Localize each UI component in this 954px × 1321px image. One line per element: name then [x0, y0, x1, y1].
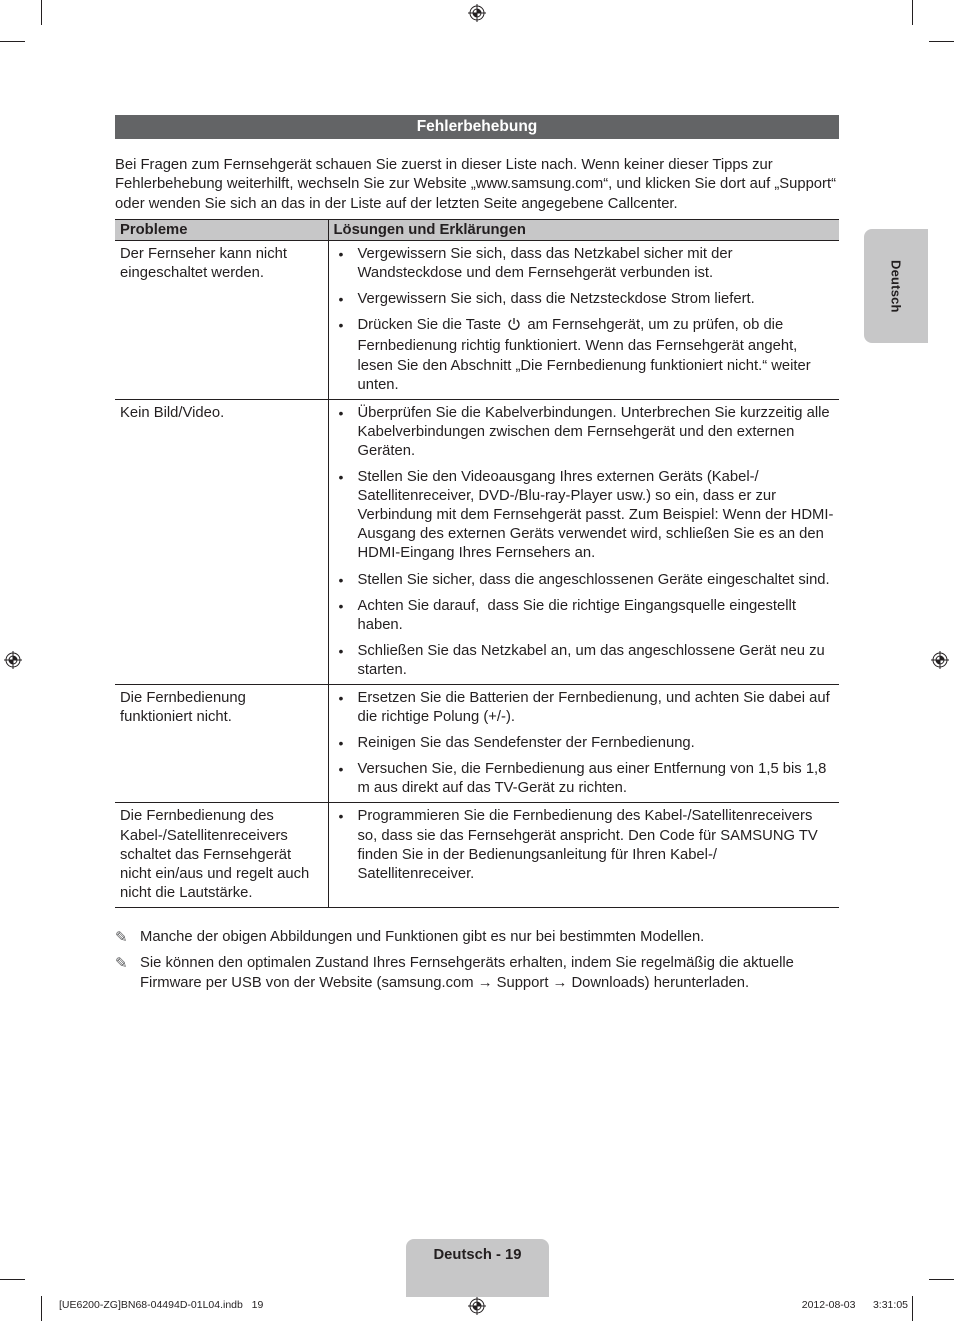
solution-text-before: Drücken Sie die Taste — [357, 317, 506, 334]
section-heading — [115, 115, 839, 139]
list-item — [333, 290, 836, 309]
language-side-tab — [864, 229, 928, 343]
side-tab-label: Deutsch — [888, 259, 904, 313]
list-item — [333, 760, 836, 798]
crop-mark — [41, 0, 42, 25]
solution-list — [333, 404, 836, 680]
crop-mark — [929, 1279, 954, 1280]
bullet-icon: • — [338, 469, 344, 486]
solution-text: Vergewissern Sie sich, dass das Netzkabel sicher mit der Wandsteckdose und dem Fernsehgerät verbunden ist. — [357, 246, 733, 282]
troubleshooting-table — [115, 219, 839, 908]
registration-mark-icon — [4, 651, 22, 669]
bullet-icon: • — [338, 246, 344, 263]
solution-text: Stellen Sie den Videoausgang Ihres externen Geräts (Kabel-/ Satellitenreceiver, DVD-/Blu-ray-Player usw.) so ein, dass er zur Verbindung mit dem Fernsehgerät passt. Zum Beispiel: Wenn der HDMI-Ausgang des externen Geräts verwendet wird, schließen Sie es an den HDMI-Eingang Ihres Fernsehers an. — [357, 469, 834, 562]
solution-text: Schließen Sie das Netzkabel an, um das angeschlossene Gerät neu zu starten. — [357, 642, 825, 678]
bullet-icon: • — [338, 571, 344, 588]
header-solutions: Lösungen und Erklärungen — [328, 220, 839, 241]
list-item — [333, 316, 836, 394]
crop-mark — [0, 41, 25, 42]
section-title: Fehlerbehebung — [416, 118, 538, 135]
solution-cell — [328, 803, 839, 907]
list-item — [333, 468, 836, 563]
note-item — [115, 928, 839, 947]
solution-cell — [328, 399, 839, 684]
bullet-icon: • — [338, 735, 344, 752]
table-header-row — [115, 220, 839, 241]
footer-timestamp: 2012-08-03 3:31:05 — [801, 1299, 908, 1311]
registration-mark-icon — [931, 651, 949, 669]
list-item — [333, 734, 836, 753]
table-row — [115, 684, 839, 802]
list-item — [333, 642, 836, 680]
bullet-icon: • — [338, 689, 344, 706]
solution-cell — [328, 241, 839, 400]
problem-cell: Kein Bild/Video. — [115, 399, 328, 684]
problem-cell: Die Fernbedienung des Kabel-/Satellitenreceivers schaltet das Fernsehgerät nicht ein/aus und regelt auch nicht die Lautstärke. — [115, 803, 328, 907]
list-item — [333, 404, 836, 461]
solution-list — [333, 807, 836, 883]
table-row — [115, 399, 839, 684]
list-item — [333, 689, 836, 727]
registration-mark-icon — [468, 4, 486, 22]
solution-list — [333, 245, 836, 395]
solution-text: Programmieren Sie die Fernbedienung des Kabel-/Satellitenreceivers so, dass sie das Fernsehgerät anspricht. Den Code für SAMSUNG TV finden Sie in der Bedienungsanleitung für Ihren Kabel-/ Satellitenreceiver. — [357, 808, 818, 882]
crop-mark — [41, 1296, 42, 1321]
registration-mark-icon — [468, 1297, 486, 1315]
note-text: Sie können den optimalen Zustand Ihres Fernsehgeräts erhalten, indem Sie regelmäßig die aktuelle Firmware per USB von der Website (samsung.com → Support → Downloads) herunterladen. — [140, 955, 794, 991]
bullet-icon: • — [338, 761, 344, 778]
pencil-note-icon: ✎ — [115, 955, 128, 973]
solution-text: Achten Sie darauf, dass Sie die richtige Eingangsquelle eingestellt haben. — [357, 597, 801, 633]
bullet-icon: • — [338, 642, 344, 659]
bullet-icon: • — [338, 404, 344, 421]
table-row — [115, 803, 839, 907]
pencil-note-icon: ✎ — [115, 929, 128, 946]
list-item — [333, 597, 836, 635]
list-item — [333, 571, 836, 590]
header-problems: Probleme — [115, 220, 328, 241]
solution-text: Überprüfen Sie die Kabelverbindungen. Unterbrechen Sie kurzzeitig alle Kabelverbindungen zwischen dem Fernsehgerät und den externen Geräten. — [357, 404, 830, 459]
crop-mark — [912, 1296, 913, 1321]
solution-cell — [328, 684, 839, 802]
solution-list — [333, 689, 836, 798]
problem-cell: Der Fernseher kann nicht eingeschaltet werden. — [115, 241, 328, 400]
list-item — [333, 807, 836, 883]
solution-text-after: am Fernsehgerät, um zu prüfen, ob die Fernbedienung richtig funktioniert. Wenn das Fernsehgerät angeht, lesen Sie den Abschnitt „Die Fernbedienung funktioniert nicht.“ weiter unten. — [357, 317, 811, 393]
bullet-icon: • — [338, 317, 344, 334]
solution-text: Vergewissern Sie sich, dass die Netzsteckdose Strom liefert. — [357, 291, 755, 308]
intro-paragraph: Bei Fragen zum Fernsehgerät schauen Sie zuerst in dieser Liste nach. Wenn keiner dieser Tipps zur Fehlerbehebung weiterhilft, wechseln Sie zur Website „www.samsung.com“, und klicken Sie dort auf „Support“ oder wenden Sie sich an das in der Liste auf der letzten Seite angegebene Callcenter. — [115, 157, 837, 212]
list-item — [333, 245, 836, 283]
solution-text: Ersetzen Sie die Batterien der Fernbedienung, und achten Sie dabei auf die richtige Polung (+/-). — [357, 689, 830, 726]
power-icon — [507, 317, 521, 337]
note-item — [115, 954, 839, 993]
problem-cell: Die Fernbedienung funktioniert nicht. — [115, 684, 328, 802]
bullet-icon: • — [338, 291, 344, 308]
bullet-icon: • — [338, 808, 344, 825]
crop-mark — [912, 0, 913, 25]
crop-mark — [0, 1279, 25, 1280]
footer-file-info: [UE6200-ZG]BN68-04494D-01L04.indb 19 — [59, 1299, 264, 1311]
table-row — [115, 241, 839, 400]
solution-text: Versuchen Sie, die Fernbedienung aus einer Entfernung von 1,5 bis 1,8 m aus direkt auf das TV-Gerät zu richten. — [357, 761, 827, 797]
crop-mark — [929, 41, 954, 42]
page-number-tab — [406, 1239, 549, 1297]
bullet-icon: • — [338, 597, 344, 614]
note-text: Manche der obigen Abbildungen und Funktionen gibt es nur bei bestimmten Modellen. — [140, 929, 705, 945]
solution-text: Reinigen Sie das Sendefenster der Fernbedienung. — [357, 735, 695, 752]
notes-section — [115, 928, 839, 1000]
page-number: Deutsch - 19 — [433, 1247, 522, 1263]
solution-text: Stellen Sie sicher, dass die angeschlossenen Geräte eingeschaltet sind. — [357, 571, 830, 588]
